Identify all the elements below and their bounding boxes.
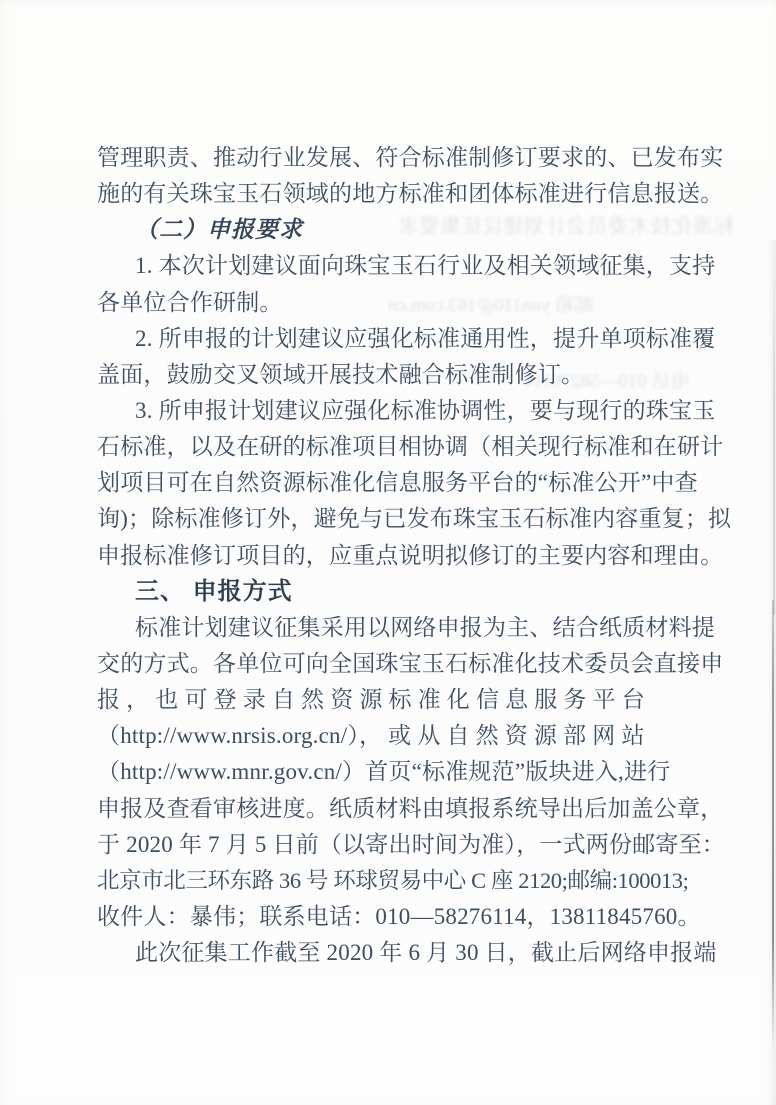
body-text-line: 施的有关珠宝玉石领域的地方标准和团体标准进行信息报送。 — [97, 181, 724, 207]
document-body — [97, 140, 732, 971]
section-heading: 三、 申报方式 — [135, 577, 293, 605]
body-text-line: 报 ， 也 可 登 录 自 然 资 源 标 准 化 信 息 服 务 平 台 — [97, 687, 645, 713]
body-text-line: 标准计划建议征集采用以网络申报为主、结合纸质材料提 — [135, 614, 715, 640]
scan-edge-line-faint — [773, 255, 775, 615]
body-text-line: 北京市北三环东路 36 号 环球贸易中心 C 座 2120;邮编:100013; — [97, 867, 689, 893]
body-text-line: 申报标准修订项目的，应重点说明拟修订的主要内容和理由。 — [97, 542, 724, 568]
body-text-line: 划项目可在自然资源标准化信息服务平台的“标准公开”中查 — [97, 470, 698, 496]
body-text-line: 各单位合作研制。 — [97, 289, 283, 315]
bleed-through-text: 标准化技术委员会计划建议征集要求 — [398, 214, 734, 238]
body-text-line: （http://www.mnr.gov.cn/）首页“标准规范”版块进入,进行 — [97, 759, 671, 785]
bleed-through-text: 电话 010—58276114 — [524, 371, 690, 392]
body-text-line: 管理职责、推动行业发展、符合标准制修订要求的、已发布实 — [97, 145, 724, 170]
body-text-line: 盖面，鼓励交叉领域开展技术融合标准制修订。 — [97, 361, 585, 387]
body-text-line: 交的方式。各单位可向全国珠宝玉石标准化技术委员会直接申 — [97, 650, 724, 676]
body-text-line: 3. 所申报计划建议应强化标准协调性，要与现行的珠宝玉 — [135, 397, 716, 423]
body-text-line: 石标准，以及在研的标准项目相协调（相关现行标准和在研计 — [97, 434, 724, 460]
scan-edge-line — [772, 600, 774, 1050]
bleed-through-text: 邮箱 yun110@163.com.cn — [388, 295, 594, 316]
body-text-line: 此次征集工作截至 2020 年 6 月 30 日，截止后网络申报端 — [135, 940, 717, 966]
body-text-line: 2. 所申报的计划建议应强化标准通用性，提升单项标准覆 — [135, 325, 716, 351]
body-text-line: 申报及查看审核进度。纸质材料由填报系统导出后加盖公章， — [97, 795, 724, 821]
body-text-line: 1. 本次计划建议面向珠宝玉石行业及相关领域征集，支持 — [135, 253, 716, 279]
body-text-line: 于 2020 年 7 月 5 日前（以寄出时间为准），一式两份邮寄至： — [97, 831, 725, 857]
body-text-line: 询)；除标准修订外，避免与已发布珠宝玉石标准内容重复；拟 — [97, 506, 732, 532]
sub-section-heading: （二）申报要求 — [135, 217, 303, 243]
body-text-line: 收件人：暴伟；联系电话：010—58276114，13811845760。 — [97, 903, 701, 929]
body-text-line: （http://www.nrsis.org.cn/）， 或 从 自 然 资 源 部 网 站 — [97, 723, 645, 749]
scan-edge-shadow — [767, 240, 776, 1105]
